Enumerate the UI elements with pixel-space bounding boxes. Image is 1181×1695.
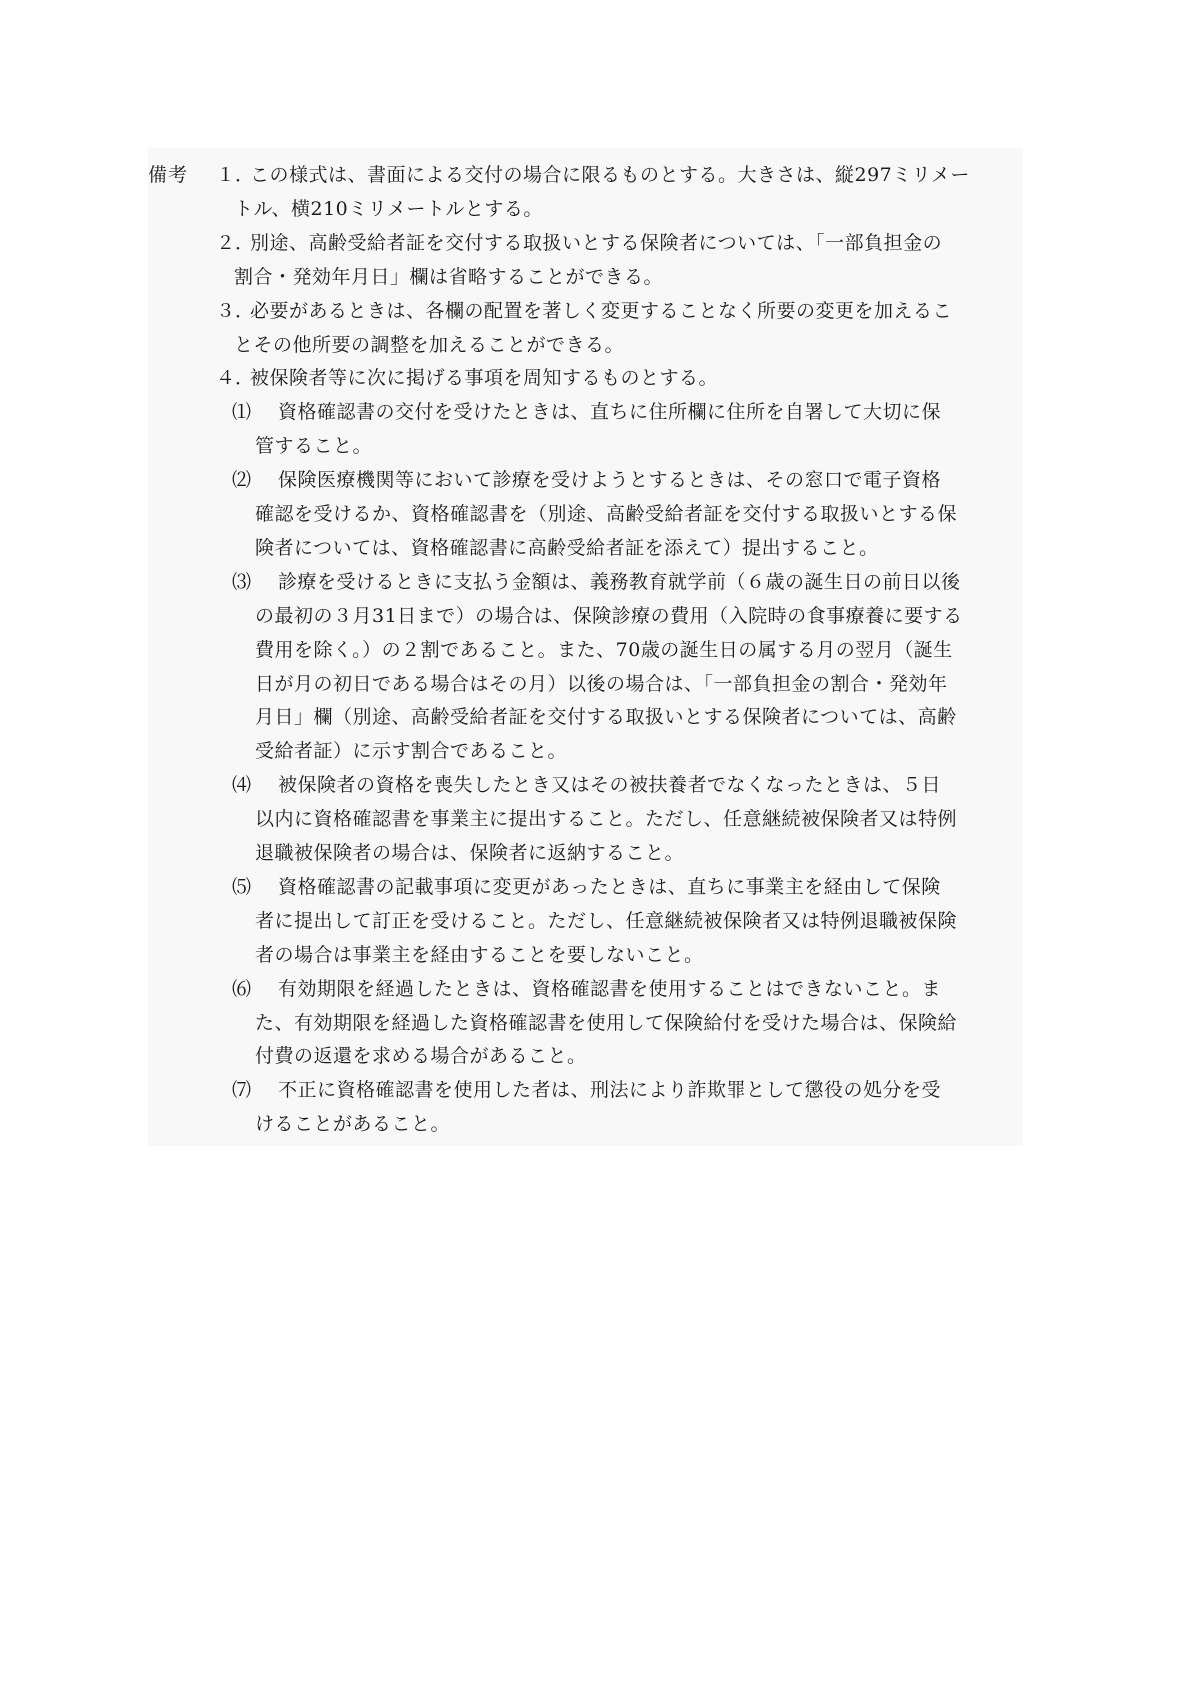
subitem-number: ⑸ xyxy=(232,875,252,898)
subitem-text-line: 保険医療機関等において診療を受けようとするときは、その窓口で電子資格 xyxy=(278,469,942,492)
subitem-text-line: 者に提出して訂正を受けること。ただし、任意継続被保険者又は特例退職被保険 xyxy=(255,909,958,932)
note-text-line: 必要があるときは、各欄の配置を著しく変更することなく所要の変更を加えるこ xyxy=(250,299,953,322)
note-text-line: 別途、高齢受給者証を交付する取扱いとする保険者については、「一部負担金の xyxy=(250,231,943,254)
subitem-number: ⑵ xyxy=(232,469,252,492)
item-number: ２． xyxy=(216,231,255,254)
subitem-text-line: た、有効期限を経過した資格確認書を使用して保険給付を受けた場合は、保険給 xyxy=(255,1011,958,1034)
note-text-line: この様式は、書面による交付の場合に限るものとする。大きさは、縦297ミリメー xyxy=(250,164,970,186)
subitem-text-line: 不正に資格確認書を使用した者は、刑法により詐欺罪として懲役の処分を受 xyxy=(278,1079,942,1102)
subitem-text-line: 費用を除く。）の２割であること。また、70歳の誕生日の属する月の翌月（誕生 xyxy=(255,638,953,661)
item-number: １． xyxy=(216,164,255,186)
notes-label: 備考 xyxy=(148,164,189,186)
subitem-text-line: 険者については、資格確認書に高齢受給者証を添えて）提出すること。 xyxy=(255,536,879,559)
subitem-text-line: 資格確認書の記載事項に変更があったときは、直ちに事業主を経由して保険 xyxy=(278,875,941,898)
subitem-text-line: 付費の返還を求める場合があること。 xyxy=(255,1045,587,1068)
subitem-text-line: 退職被保険者の場合は、保険者に返納すること。 xyxy=(255,842,685,864)
note-text-line: トル、横210ミリメートルとする。 xyxy=(234,197,543,220)
subitem-text-line: 被保険者の資格を喪失したとき又はその被扶養者でなくなったときは、５日 xyxy=(278,774,942,797)
subitem-text-line: 管すること。 xyxy=(255,435,373,458)
note-text-line: 被保険者等に次に掲げる事項を周知するものとする。 xyxy=(250,367,719,390)
subitem-text-line: 診療を受けるときに支払う金額は、義務教育就学前（６歳の誕生日の前日以後 xyxy=(278,570,961,593)
subitem-text-line: 有効期限を経過したときは、資格確認書を使用することはできないこと。ま xyxy=(278,977,942,1000)
subitem-text-line: けることがあること。 xyxy=(255,1113,451,1136)
subitem-text-line: 確認を受けるか、資格確認書を（別途、高齢受給者証を交付する取扱いとする保 xyxy=(255,503,958,525)
item-number: ４． xyxy=(216,367,255,390)
subitem-number: ⑷ xyxy=(232,774,252,797)
subitem-text-line: 受給者証）に示す割合であること。 xyxy=(255,740,568,763)
subitem-text-line: 日が月の初日である場合はその月）以後の場合は、「一部負担金の割合・発効年 xyxy=(255,672,948,695)
subitem-number: ⑺ xyxy=(232,1079,252,1102)
item-number: ３． xyxy=(216,299,255,322)
subitem-text-line: 月日」欄（別途、高齢受給者証を交付する取扱いとする保険者については、高齢 xyxy=(255,706,957,729)
subitem-number: ⑹ xyxy=(232,977,252,1000)
subitem-number: ⑴ xyxy=(232,401,252,424)
subitem-text-line: の最初の３月31日まで）の場合は、保険診療の費用（入院時の食事療養に要する xyxy=(255,604,963,627)
subitem-text-line: 者の場合は事業主を経由することを要しないこと。 xyxy=(255,943,704,966)
subitem-text-line: 以内に資格確認書を事業主に提出すること。ただし、任意継続被保険者又は特例 xyxy=(255,808,958,831)
note-text-line: 割合・発効年月日」欄は省略することができる。 xyxy=(234,265,664,288)
subitem-number: ⑶ xyxy=(232,570,252,593)
subitem-text-line: 資格確認書の交付を受けたときは、直ちに住所欄に住所を自署して大切に保 xyxy=(278,401,942,424)
note-text-line: とその他所要の調整を加えることができる。 xyxy=(234,333,625,356)
